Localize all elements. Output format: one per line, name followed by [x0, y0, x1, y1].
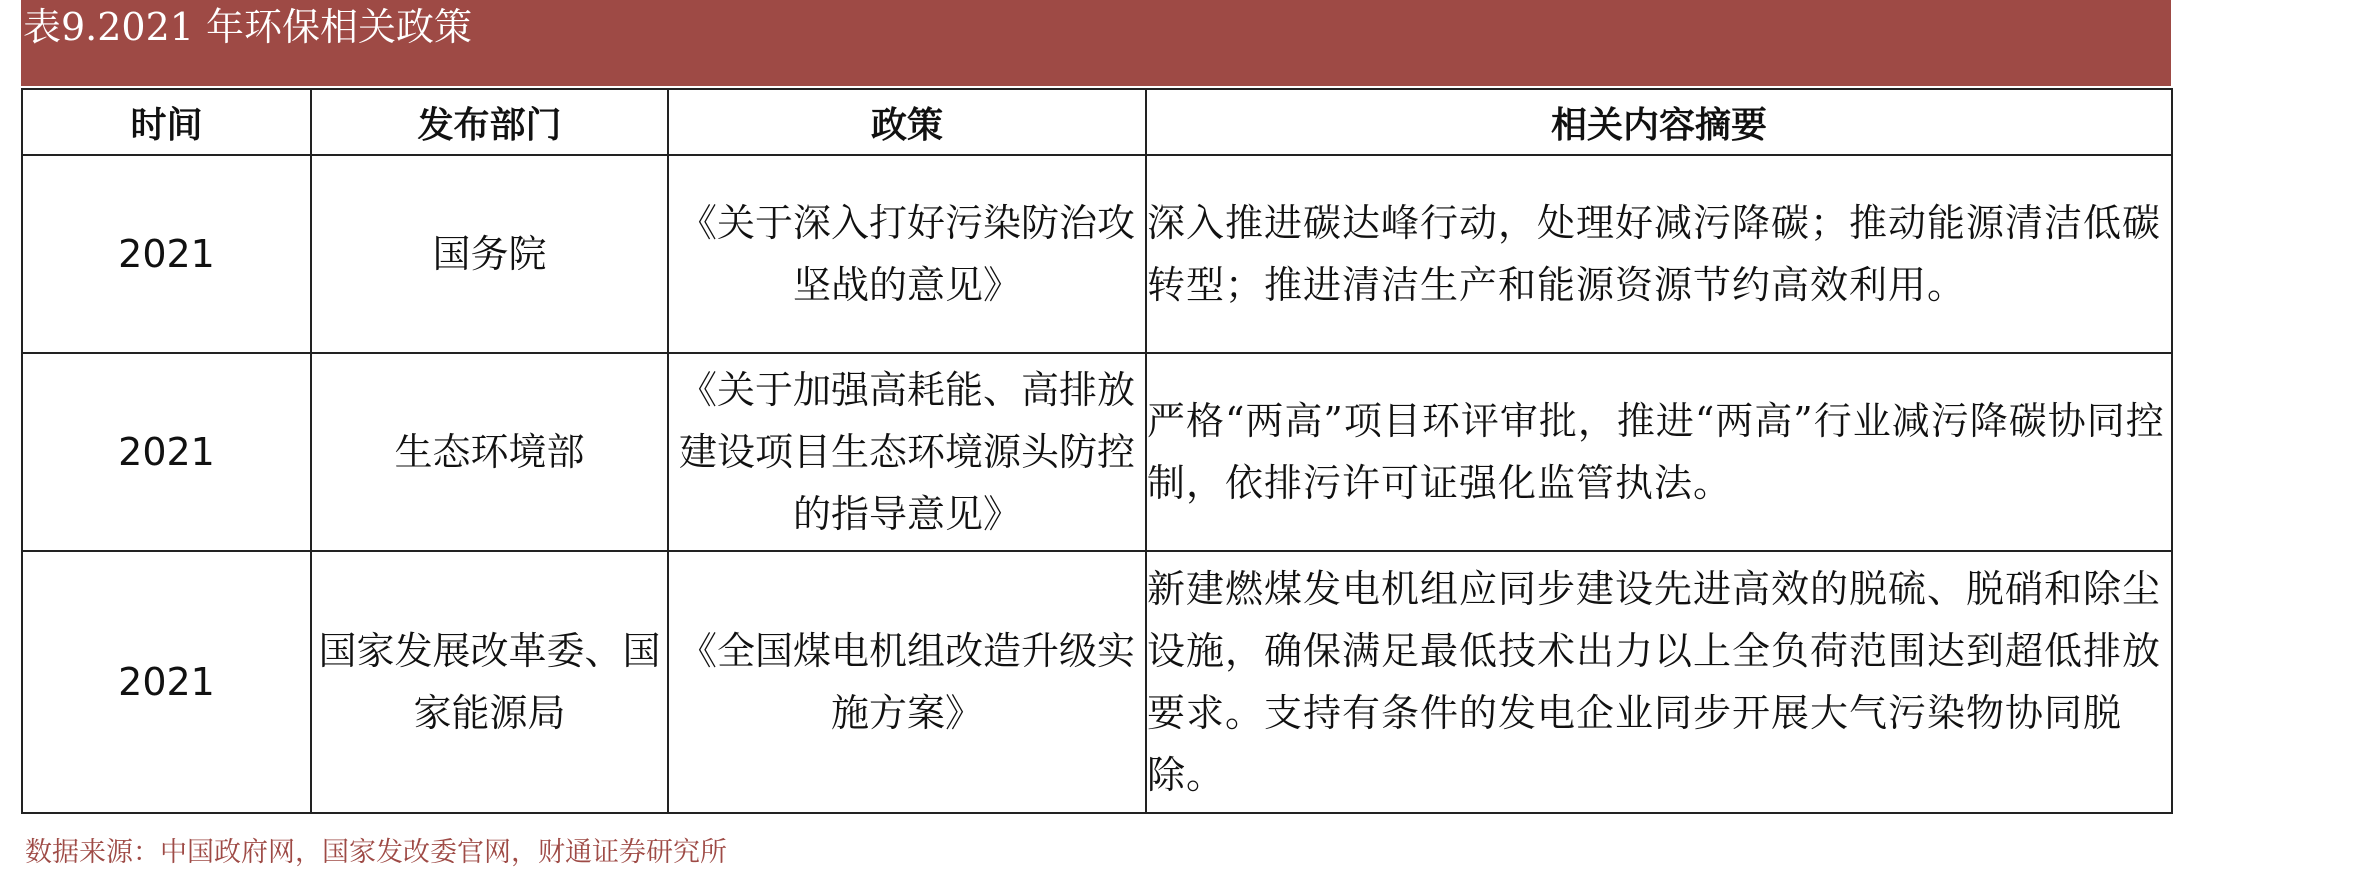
table-row — [22, 551, 2172, 813]
header-summary: 相关内容摘要 — [1146, 89, 2172, 155]
cell-summary: 深入推进碳达峰行动，处理好减污降碳；推动能源清洁低碳转型；推进清洁生产和能源资源节约高效利用。 — [1146, 155, 2172, 353]
cell-policy: 《关于加强高耗能、高排放建设项目生态环境源头防控的指导意见》 — [668, 353, 1146, 551]
cell-policy: 《关于深入打好污染防治攻坚战的意见》 — [668, 155, 1146, 353]
header-time: 时间 — [22, 89, 311, 155]
table-title: 表9.2021 年环保相关政策 — [23, 5, 473, 49]
data-source-note: 数据来源：中国政府网，国家发改委官网，财通证券研究所 — [25, 837, 727, 868]
header-policy: 政策 — [668, 89, 1146, 155]
cell-year: 2021 — [22, 353, 311, 551]
cell-year: 2021 — [22, 155, 311, 353]
table-row — [22, 353, 2172, 551]
table-header-row — [22, 89, 2172, 155]
policy-table — [21, 88, 2173, 814]
cell-department: 国务院 — [311, 155, 668, 353]
cell-department: 国家发展改革委、国家能源局 — [311, 551, 668, 813]
table-title-bar — [21, 0, 2171, 86]
cell-summary: 严格“两高”项目环评审批，推进“两高”行业减污降碳协同控制，依排污许可证强化监管执法。 — [1146, 353, 2172, 551]
cell-department: 生态环境部 — [311, 353, 668, 551]
table-row — [22, 155, 2172, 353]
cell-summary: 新建燃煤发电机组应同步建设先进高效的脱硫、脱硝和除尘设施，确保满足最低技术出力以上全负荷范围达到超低排放要求。支持有条件的发电企业同步开展大气污染物协同脱除。 — [1146, 551, 2172, 813]
cell-year: 2021 — [22, 551, 311, 813]
header-department: 发布部门 — [311, 89, 668, 155]
cell-policy: 《全国煤电机组改造升级实施方案》 — [668, 551, 1146, 813]
